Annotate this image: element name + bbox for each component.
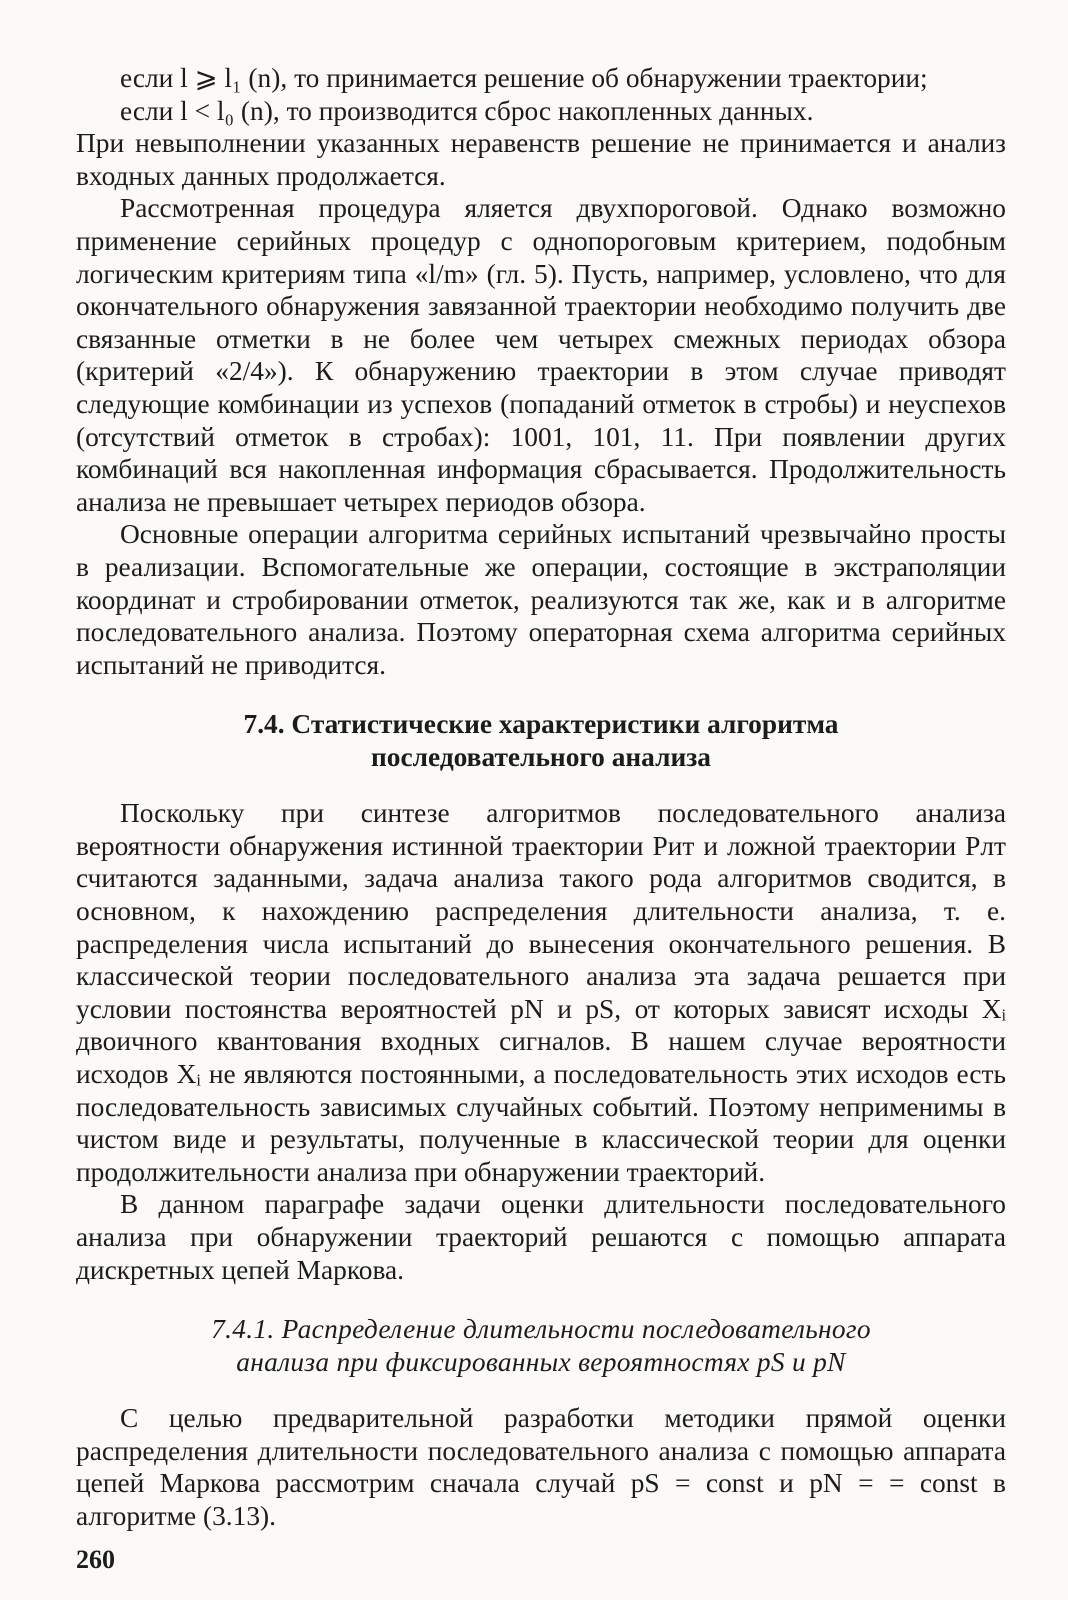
section-heading [76, 708, 1006, 774]
section-heading-line-1: 7.4. Статистические характеристики алгоритма [243, 709, 839, 740]
paragraph-markov-chains: В данном параграфе задачи оценки длительности последовательного анализа при обнаружении траекторий решаются с помощью аппарата дискретных цепей Маркова. [76, 1189, 1006, 1285]
paragraph-condition-detect: если l ⩾ l₁ (n), то принимается решение об обнаружении траектории; [120, 63, 928, 93]
paragraph-serial-operations: Основные операции алгоритма серийных испытаний чрезвычайно просты в реализации. Вспомогательные же операции, состоящие в экстраполяции координат и стробировании отметок, реализуются так же, как и в алгоритме последовательного анализа. Поэтому операторная схема алгоритма серийных испытаний не приводится. [76, 519, 1006, 680]
page-number: 260 [76, 1545, 115, 1574]
paragraph-two-threshold: Рассмотренная процедура яляется двухпороговой. Однако возможно применение серийных процедур с однопороговым критерием, подобным логическим критериям типа «l/m» (гл. 5). Пусть, например, условлено, что для окончательного обнаружения завязанной траектории необходимо получить две связанные отметки в не более чем четырех смежных периодах обзора (критерий «2/4»). К обнаружению траектории в этом случае приводят следующие комбинации из успехов (попаданий отметок в стробы) и неуспехов (отсутствий отметок в стробах): 1001, 101, 11. При появлении других комбинаций вся накопленная информация сбрасывается. Продолжительность анализа не превышает четырех периодов обзора. [76, 193, 1006, 517]
paragraph-preliminary-method: С целью предварительной разработки методики прямой оценки распределения длительности последовательного анализа с помощью аппарата цепей Маркова рассмотрим сначала случай pS = const и pN = = const в алгоритме (3.13). [76, 1403, 1006, 1531]
paragraph-analysis-duration: Поскольку при синтезе алгоритмов последовательного анализа вероятности обнаружения истинной траектории Pит и ложной траектории Pлт считаются заданными, задача анализа такого рода алгоритмов сводится, в основном, к нахождению распределения длительности анализа, т. е. распределения числа испытаний до вынесения окончательного решения. В классической теории последовательного анализа эта задача решается при условии постоянства вероятностей pN и pS, от которых зависят исходы Xᵢ двоичного квантования входных сигналов. В нашем случае вероятности исходов Xᵢ не являются постоянными, а последовательность этих исходов есть последовательность зависимых случайных событий. Поэтому неприменимы в чистом виде и результаты, полученные в классической теории для оценки продолжительности анализа при обнаружении траекторий. [76, 798, 1006, 1187]
subsection-heading [76, 1313, 1006, 1379]
paragraph-no-decision: При невыполнении указанных неравенств решение не принимается и анализ входных данных продолжается. [76, 128, 1006, 191]
subsection-heading-line-1: 7.4.1. Распределение длительности последовательного [211, 1314, 871, 1345]
paragraph-condition-reset: если l < l₀ (n), то производится сброс накопленных данных. [120, 95, 814, 126]
section-heading-line-2: последовательного анализа [371, 742, 711, 773]
subsection-heading-line-2: анализа при фиксированных вероятностях pS и pN [236, 1347, 846, 1378]
